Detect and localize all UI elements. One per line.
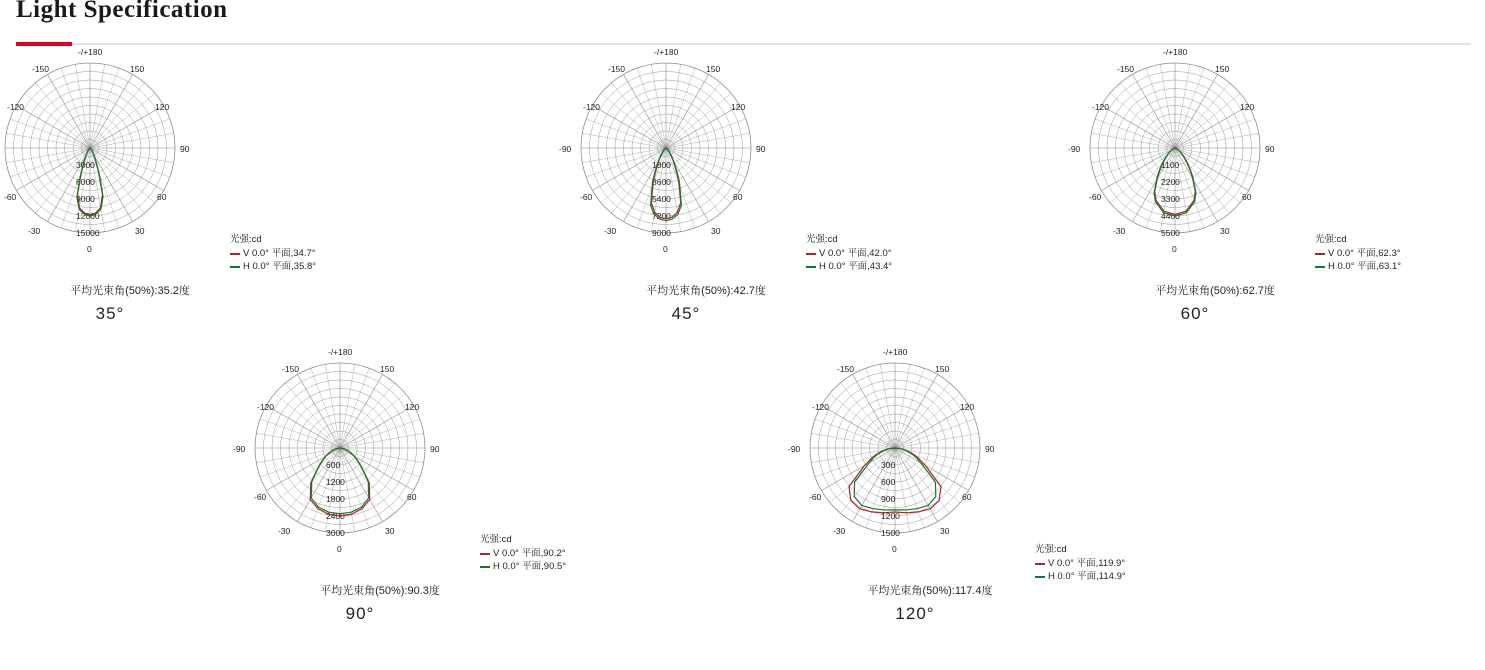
legend-label-h: H 0.0° 平面,63.1° [1328,261,1402,272]
svg-text:-120: -120 [1092,102,1110,112]
svg-text:4400: 4400 [1161,211,1180,221]
svg-text:120: 120 [731,102,746,112]
avg-beam-angle-120: 平均光束角(50%):117.4度 [867,585,993,597]
legend-row-h [480,560,566,573]
svg-text:300: 300 [881,460,896,470]
legend-row-h [806,260,892,273]
svg-text:120: 120 [155,102,170,112]
svg-text:9000: 9000 [652,228,671,238]
svg-text:-30: -30 [1113,226,1126,236]
avg-beam-angle-35: 平均光束角(50%):35.2度 [70,285,190,297]
svg-text:-150: -150 [1117,64,1135,74]
avg-beam-angle-90: 平均光束角(50%):90.3度 [320,585,440,597]
legend-row-v [1315,247,1401,260]
svg-text:-/+180: -/+180 [883,347,908,357]
legend-90 [480,533,566,573]
legend-swatch-h-icon [1035,576,1045,578]
svg-text:-120: -120 [583,102,601,112]
chart-caption-35: 35° [95,304,125,323]
svg-text:30: 30 [385,526,395,536]
svg-text:5400: 5400 [652,194,671,204]
svg-text:60: 60 [733,192,743,202]
chart-caption-90: 90° [345,604,375,623]
svg-text:60: 60 [407,492,417,502]
legend-label-v: V 0.0° 平面,90.2° [493,548,566,559]
svg-text:90: 90 [985,444,995,454]
svg-text:0: 0 [892,544,897,554]
svg-text:90: 90 [756,144,766,154]
svg-text:1800: 1800 [326,494,345,504]
svg-text:0: 0 [1172,244,1177,254]
chart-cell-45 [516,47,976,343]
page-title: Light Specification [16,0,228,23]
legend-45 [806,233,892,273]
legend-label-v: V 0.0° 平面,62.3° [1328,248,1401,259]
svg-text:-90: -90 [1068,144,1081,154]
svg-text:5500: 5500 [1161,228,1180,238]
svg-text:-150: -150 [608,64,626,74]
legend-swatch-v-icon [1035,563,1045,565]
legend-label-h: H 0.0° 平面,90.5° [493,561,567,572]
legend-35 [230,233,316,273]
svg-text:3300: 3300 [1161,194,1180,204]
svg-text:30: 30 [711,226,721,236]
legend-label-h: H 0.0° 平面,35.8° [243,261,317,272]
charts-area [0,47,1485,670]
legend-swatch-v-icon [230,253,240,255]
svg-text:0: 0 [87,244,92,254]
svg-text:15000: 15000 [76,228,100,238]
legend-swatch-h-icon [230,266,240,268]
svg-text:-120: -120 [812,402,830,412]
svg-text:-150: -150 [837,364,855,374]
svg-text:600: 600 [326,460,341,470]
svg-text:-/+180: -/+180 [328,347,353,357]
svg-text:0: 0 [337,544,342,554]
svg-text:150: 150 [380,364,395,374]
svg-text:90: 90 [430,444,440,454]
svg-text:150: 150 [935,364,950,374]
svg-text:2400: 2400 [326,511,345,521]
polar-plot-35 [0,47,400,308]
svg-text:150: 150 [706,64,721,74]
polar-plot-60 [1025,47,1485,308]
svg-text:600: 600 [881,477,896,487]
svg-text:1200: 1200 [881,511,900,521]
svg-text:120: 120 [960,402,975,412]
legend-label-h: H 0.0° 平面,114.9° [1048,571,1126,582]
svg-text:60: 60 [962,492,972,502]
svg-text:9000: 9000 [76,194,95,204]
svg-text:0: 0 [663,244,668,254]
svg-text:-30: -30 [604,226,617,236]
legend-swatch-h-icon [1315,266,1325,268]
svg-text:-60: -60 [1089,192,1102,202]
legend-row-v [230,247,316,260]
legend-swatch-h-icon [806,266,816,268]
legend-label-h: H 0.0° 平面,43.4° [819,261,893,272]
svg-text:30: 30 [940,526,950,536]
chart-cell-60 [1025,47,1485,343]
svg-text:3000: 3000 [76,160,95,170]
legend-title: 光强:cd [230,234,262,245]
page-header [0,0,1485,24]
svg-text:-30: -30 [833,526,846,536]
legend-label-v: V 0.0° 平面,42.0° [819,248,892,259]
legend-120 [1035,543,1126,583]
legend-row-v [806,247,892,260]
legend-swatch-v-icon [1315,253,1325,255]
chart-caption-45: 45° [671,304,701,323]
svg-text:150: 150 [1215,64,1230,74]
avg-beam-angle-45: 平均光束角(50%):42.7度 [646,285,766,297]
svg-text:1200: 1200 [326,477,345,487]
legend-swatch-h-icon [480,566,490,568]
svg-text:-120: -120 [257,402,275,412]
svg-text:-150: -150 [32,64,50,74]
legend-label-v: V 0.0° 平面,119.9° [1048,558,1126,569]
svg-text:6000: 6000 [76,177,95,187]
polar-plot-45 [516,47,976,308]
svg-text:-60: -60 [254,492,267,502]
legend-row-h [1315,260,1401,273]
svg-text:30: 30 [135,226,145,236]
svg-text:30: 30 [1220,226,1230,236]
svg-text:-30: -30 [28,226,41,236]
svg-text:3600: 3600 [652,177,671,187]
header-accent-bar [16,42,72,46]
svg-text:-120: -120 [7,102,25,112]
svg-text:-60: -60 [4,192,17,202]
legend-title: 光强:cd [1315,234,1347,245]
legend-row-v [1035,557,1126,570]
svg-text:-/+180: -/+180 [78,47,103,57]
legend-swatch-v-icon [480,553,490,555]
legend-row-h [230,260,316,273]
svg-text:-150: -150 [282,364,300,374]
legend-title: 光强:cd [1035,544,1067,555]
svg-text:120: 120 [405,402,420,412]
svg-text:-/+180: -/+180 [1163,47,1188,57]
chart-cell-120 [745,347,1205,643]
legend-60 [1315,233,1401,273]
legend-label-v: V 0.0° 平面,34.7° [243,248,316,259]
svg-text:-90: -90 [788,444,801,454]
svg-text:60: 60 [1242,192,1252,202]
chart-caption-60: 60° [1180,304,1210,323]
svg-text:3000: 3000 [326,528,345,538]
polar-plot-120 [745,347,1205,608]
polar-plot-90 [190,347,650,608]
legend-title: 光强:cd [806,234,838,245]
svg-text:90: 90 [180,144,190,154]
svg-text:-60: -60 [580,192,593,202]
svg-text:120: 120 [1240,102,1255,112]
svg-text:-90: -90 [559,144,572,154]
svg-text:1500: 1500 [881,528,900,538]
svg-text:2200: 2200 [1161,177,1180,187]
svg-text:1100: 1100 [1161,160,1180,170]
svg-text:-/+180: -/+180 [654,47,679,57]
svg-text:1800: 1800 [652,160,671,170]
svg-text:90: 90 [1265,144,1275,154]
chart-cell-90 [190,347,650,643]
svg-text:-30: -30 [278,526,291,536]
svg-text:7200: 7200 [652,211,671,221]
legend-row-v [480,547,566,560]
svg-text:150: 150 [130,64,145,74]
svg-text:60: 60 [157,192,167,202]
legend-title: 光强:cd [480,534,512,545]
svg-text:900: 900 [881,494,896,504]
legend-swatch-v-icon [806,253,816,255]
chart-caption-120: 120° [895,604,935,623]
avg-beam-angle-60: 平均光束角(50%):62.7度 [1155,285,1275,297]
header-divider [16,43,1471,45]
svg-text:12000: 12000 [76,211,100,221]
svg-text:-90: -90 [233,444,246,454]
chart-cell-35 [0,47,400,343]
svg-text:-60: -60 [809,492,822,502]
